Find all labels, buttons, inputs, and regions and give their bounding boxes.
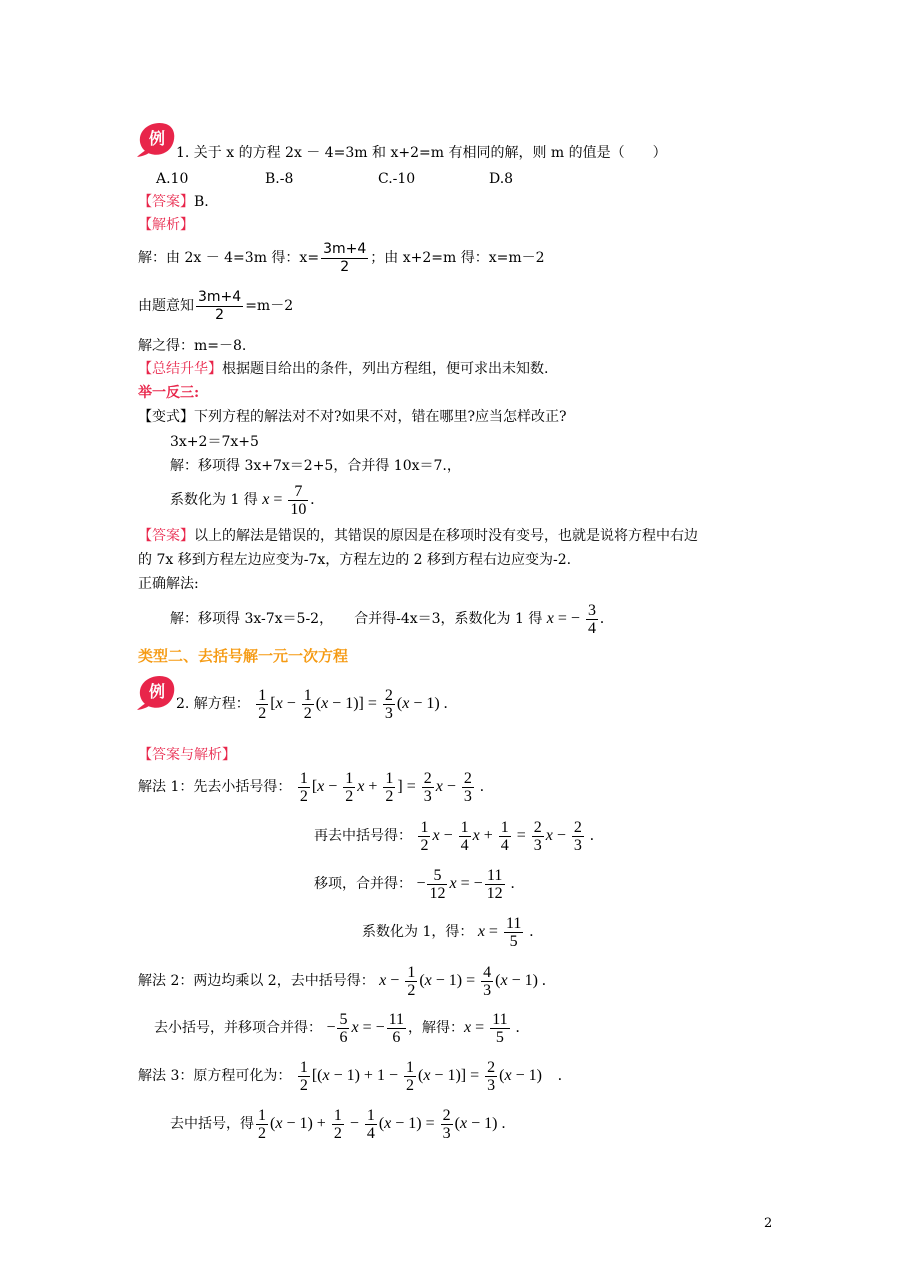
solution-a-text: 解：由 2x － 4=3m 得：x= [138, 250, 320, 266]
example-badge-icon [136, 673, 178, 711]
method-1-step-4 [362, 912, 533, 952]
math-x: x [546, 610, 554, 627]
method-1-step-3 [314, 864, 515, 904]
method-3-text: 解法 3：原方程可化为： [138, 1068, 292, 1084]
solution-b-text-2: =m－2 [245, 298, 294, 314]
option-b: B.-8 [265, 171, 294, 187]
analysis-tag: 【解析】 [138, 217, 194, 233]
answer-line-1 [138, 192, 209, 212]
math-eq: = − [553, 610, 584, 627]
variation-step-2-text: 系数化为 1 得 [170, 492, 258, 508]
method-2-step-2-mid: ，解得： [408, 1020, 465, 1036]
correct-solution-text: 解：移项得 3x-7x＝5-2， 合并得-4x＝3，系数化为 1 得 [170, 611, 543, 627]
method-1-equation: $\frac{1}{2}$ [x − $\frac{1}{2}$ x + $\frac{1}{2}$ ] = $\frac{2}{3}$ x − $\frac{2}{3}$ . [299, 769, 484, 805]
method-1-step-4-text: 系数化为 1，得： [362, 924, 474, 940]
math-period: . [599, 610, 604, 627]
answer-tag: 【答案】 [138, 194, 194, 210]
method-2-step-2 [154, 1008, 520, 1048]
option-d: D.8 [489, 171, 514, 187]
variation-tag: 【变式】 [138, 409, 194, 425]
correct-solution [170, 599, 604, 639]
fraction-7-10: $\frac{7}{10}$ [290, 482, 307, 518]
variation-answer-text-1: 以上的解法是错误的，其错误的原因是在移项时没有变号，也就是说将方程中右边 [194, 528, 698, 544]
method-1-step-4-equation: x = $\frac{11}{5}$ . [477, 914, 534, 950]
method-3-step-2 [170, 1104, 505, 1144]
page-number: 2 [764, 1216, 773, 1231]
summary-line [138, 359, 548, 379]
method-2-step-1 [138, 961, 546, 1001]
math-period: . [310, 491, 315, 508]
svg-text:例: 例 [148, 129, 166, 148]
correct-title: 正确解法: [138, 576, 199, 592]
variation-step-2 [170, 480, 314, 520]
section-heading-type2: 类型二、去括号解一元一次方程 [138, 647, 349, 665]
method-1-step-3-equation: − $\frac{5}{12}$ x = − $\frac{11}{12}$ . [416, 866, 515, 902]
answer-analysis-tag: 【答案与解析】 [138, 747, 236, 763]
summary-tag: 【总结升华】 [138, 361, 222, 377]
method-1-step-3-text: 移项，合并得： [314, 876, 412, 892]
solution-a-text-2: ；由 x+2=m 得：x=m－2 [370, 250, 545, 266]
option-c: C.-10 [378, 171, 416, 187]
fraction-3m4-2: $\frac{3m+4}{2}$ [323, 240, 367, 275]
fraction-3m4-2-b: $\frac{3m+4}{2}$ [198, 288, 242, 323]
method-3-step-2-equation: $\frac{1}{2}$ (x − 1) + $\frac{1}{2}$ − $\frac{1}{4}$ (x − 1) = $\frac{2}{3}$ (x − 1) . [258, 1106, 506, 1142]
example-badge-icon [136, 120, 178, 158]
method-1-step-2-equation: $\frac{1}{2}$ x − $\frac{1}{4}$ x + $\frac{1}{4}$ = $\frac{2}{3}$ x − $\frac{2}{3}$ . [420, 818, 594, 854]
variation-step-1: 解：移项得 3x+7x＝2+5，合并得 10x＝7.， [170, 458, 461, 474]
variation-question-text: 下列方程的解法对不对?如果不对，错在哪里?应当怎样改正? [194, 409, 567, 425]
answer-value: B. [194, 194, 209, 210]
variation-equation: 3x+2＝7x+5 [170, 434, 259, 450]
svg-text:例: 例 [148, 682, 166, 701]
method-2-step-2-text: 去小括号，并移项合并得： [154, 1020, 322, 1036]
variation-question [138, 407, 567, 427]
solution-line-b [138, 288, 293, 324]
method-1-step-2 [314, 816, 594, 856]
variation-heading: 举一反三: [138, 385, 200, 401]
solution-b-text: 由题意知 [138, 298, 194, 314]
method-2-step-2-equation: − $\frac{5}{6}$ x = − $\frac{11}{6}$ [326, 1010, 405, 1046]
method-3-step-2-text: 去中括号，得 [170, 1116, 254, 1132]
solution-line-a [138, 240, 545, 276]
option-a: A.10 [156, 171, 189, 187]
method-1-step-2-text: 再去中括号得： [314, 828, 412, 844]
method-3-equation: $\frac{1}{2}$ [(x − 1) + 1 − $\frac{1}{2}$ (x − 1)] = $\frac{2}{3}$ (x − 1) . [299, 1058, 562, 1094]
question-2-text: 2. 解方程： [176, 696, 250, 712]
example-badge-1 [136, 120, 174, 152]
method-1-text: 解法 1：先去小括号得： [138, 779, 292, 795]
question-2-equation: $\frac{1}{2}$ [x − $\frac{1}{2}$ (x − 1)] = $\frac{2}{3}$ (x − 1) . [258, 686, 448, 722]
question-1: 1. 关于 x 的方程 2x － 4=3m 和 x+2=m 有相同的解，则 m 的值是（ ） [176, 145, 667, 161]
method-3-step-1 [138, 1056, 562, 1096]
math-x: x [262, 491, 270, 508]
variation-answer-tag: 【答案】 [138, 528, 194, 544]
math-eq: = [269, 491, 287, 508]
fraction-3-4: $\frac{3}{4}$ [587, 601, 596, 637]
example-badge-2 [136, 673, 174, 705]
variation-answer-2: 的 7x 移到方程左边应变为-7x，方程左边的 2 移到方程右边应变为-2. [138, 552, 572, 568]
method-2-text: 解法 2：两边均乘以 2，去中括号得： [138, 973, 375, 989]
method-2-equation: x − $\frac{1}{2}$ (x − 1) = $\frac{4}{3}$ (x − 1) . [379, 963, 546, 999]
summary-text: 根据题目给出的条件，列出方程组，便可求出未知数. [222, 361, 549, 377]
question-2 [176, 684, 448, 724]
method-1-step-1 [138, 767, 484, 807]
solution-line-c: 解之得：m=－8. [138, 338, 247, 354]
method-2-result: x = $\frac{11}{5}$ . [464, 1010, 520, 1046]
variation-answer-1 [138, 526, 698, 546]
